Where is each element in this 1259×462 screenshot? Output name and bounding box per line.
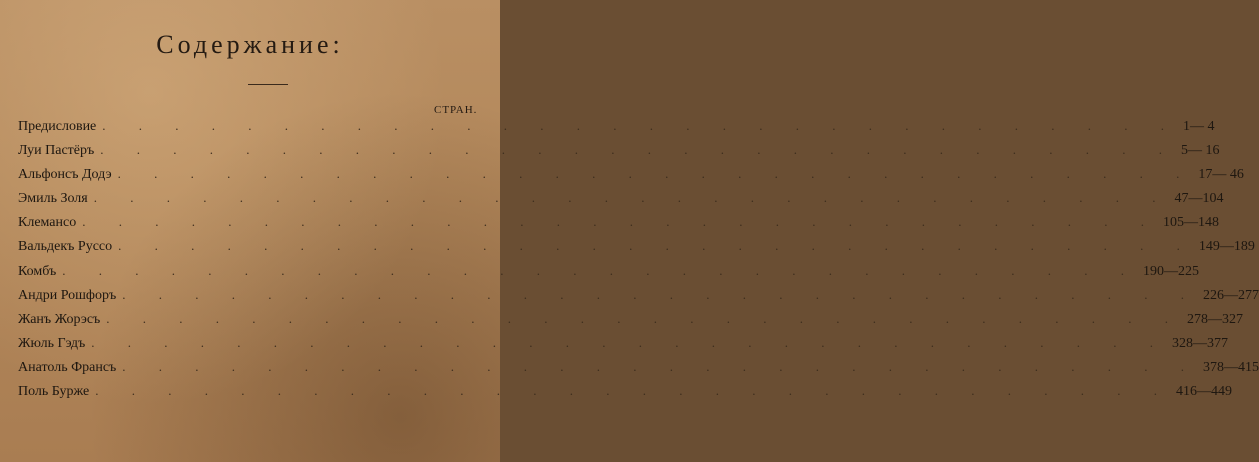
dot-leader: . . . . . . . . . . . . . . . . . . . . . . . . . . . . . .	[102, 118, 1180, 133]
dot-leader: . . . . . . . . . . . . . . . . . . . . . . . . . . . . . .	[117, 166, 1195, 182]
contents-entry	[18, 286, 1259, 311]
contents-entry	[18, 310, 1244, 335]
entry-title: Предисловие	[18, 119, 97, 134]
contents-list	[18, 118, 1259, 407]
dot-leader: . . . . . . . . . . . . . . . . . . . . . . . . . . . . . .	[106, 310, 1184, 326]
entry-pages: 5— 16	[1181, 143, 1220, 159]
contents-entry	[18, 262, 1199, 287]
dot-leader: . . . . . . . . . . . . . . . . . . . . . . . . . . . . . .	[122, 286, 1199, 302]
dot-leader: . . . . . . . . . . . . . . . . . . . . . . . . . . . . . .	[91, 334, 1169, 350]
entry-pages: 378—415	[1203, 359, 1259, 375]
entry-title: Клемансо	[18, 215, 77, 231]
entry-pages: 17— 46	[1198, 167, 1244, 183]
dot-leader: . . . . . . . . . . . . . . . . . . . . . . . . . . . . . .	[118, 238, 1195, 254]
entry-pages: 226—277	[1203, 287, 1259, 303]
dot-leader: . . . . . . . . . . . . . . . . . . . . . . . . . . . . . .	[122, 358, 1200, 374]
dot-leader: . . . . . . . . . . . . . . . . . . . . . . . . . . . . . .	[100, 142, 1177, 158]
entry-pages: 278—327	[1187, 311, 1244, 327]
entry-pages: 1— 4	[1183, 119, 1215, 134]
entry-pages: 328—377	[1172, 335, 1229, 351]
dot-leader: . . . . . . . . . . . . . . . . . . . . . . . . . . . . . .	[82, 214, 1159, 230]
contents-entry	[18, 190, 1224, 214]
contents-entry	[18, 334, 1229, 359]
entry-title: Вальдекъ Руссо	[18, 239, 113, 255]
contents-entry	[18, 166, 1244, 190]
entry-pages: 105—148	[1162, 215, 1219, 231]
contents-entry	[18, 142, 1220, 166]
contents-entry	[18, 238, 1255, 262]
entry-title: Поль Бурже	[18, 384, 90, 400]
dot-leader: . . . . . . . . . . . . . . . . . . . . . . . . . . . . . .	[93, 190, 1171, 206]
entry-title: Луи Пастёръ	[18, 143, 95, 159]
page-title: Содержание:	[156, 30, 344, 59]
entry-title: Жюль Гэдъ	[18, 335, 86, 351]
entry-pages: 190—225	[1143, 263, 1199, 279]
contents-entry	[18, 358, 1259, 383]
dot-leader: . . . . . . . . . . . . . . . . . . . . . . . . . . . . . .	[62, 262, 1139, 278]
page-column-header: СТРАН.	[434, 104, 478, 116]
dot-leader: . . . . . . . . . . . . . . . . . . . . . . . . . . . . . .	[95, 383, 1172, 399]
entry-title: Жанъ Жорэсъ	[18, 311, 101, 327]
entry-title: Андри Рошфоръ	[18, 287, 117, 303]
title-rule	[248, 84, 288, 85]
entry-pages: 149—189	[1198, 239, 1255, 255]
contents-entry	[18, 383, 1232, 407]
entry-title: Альфонсъ Додэ	[18, 167, 112, 183]
contents-entry	[18, 118, 1215, 142]
entry-title: Эмиль Золя	[18, 191, 88, 207]
contents-entry	[18, 214, 1219, 238]
entry-pages: 47—104	[1174, 191, 1224, 207]
entry-pages: 416—449	[1175, 384, 1232, 400]
entry-title: Комбъ	[18, 263, 57, 279]
entry-title: Анатоль Франсъ	[18, 359, 117, 375]
